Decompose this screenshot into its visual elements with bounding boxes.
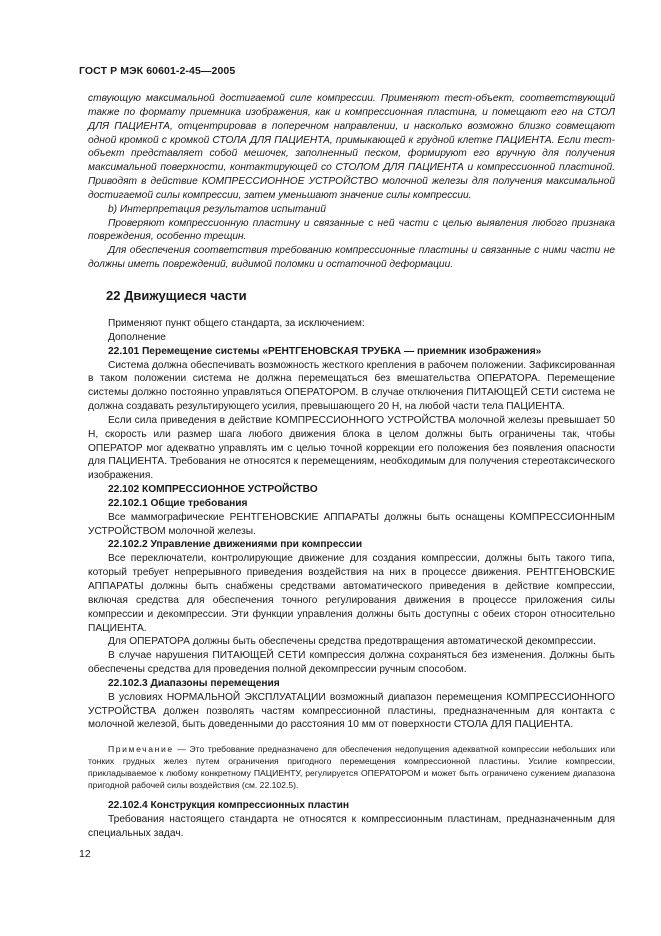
subsection-heading-22-102-1: 22.102.1 Общие требования	[108, 497, 248, 509]
paragraph-22-102-4: Требования настоящего стандарта не относятся к компрессионным пластинам, предназначенным для специальных задач.	[88, 814, 615, 840]
subsection-heading-22-102-4: 22.102.4 Конструкция компрессионных пластин	[108, 800, 350, 812]
section-heading: 22 Движущиеся части	[106, 287, 247, 303]
paragraph-intro: Применяют пункт общего стандарта, за исключением:	[108, 317, 365, 329]
paragraph-22-102-3: В условиях НОРМАЛЬНОЙ ЭКСПЛУАТАЦИИ возможный диапазон перемещения КОМПРЕССИОННОГО УСТРОЙСТВА должен позволять частям компрессионной пластины, предназначенным для контакта с молочной железой, быть доведенными до расстояния 10 мм от поверхности СТОЛА ДЛЯ ПАЦИЕНТА.	[88, 691, 615, 731]
paragraph-test-object: ствующую максимальной достигаемой силе компрессии. Применяют тест-объект, соответствующий также по формату приемника изображения, как и компрессионная пластина, и помещают его на СТОЛ ДЛЯ ПАЦИЕНТА, отцентрировав в поперечном направлении, и насколько возможно близко совмещают одной кромкой с кромкой СТОЛА ДЛЯ ПАЦИЕНТА, примыкающей к грудной клетке ПАЦИЕНТА. Если тест-объект представляет собой мешочек, заполненный песком, формируют его вручную для получения максимальной поверхности, контактирующей со СТОЛОМ ДЛЯ ПАЦИЕНТА и компрессионной пластиной. Приводят в действие КОМПРЕССИОННОЕ УСТРОЙСТВО молочной железы для получения максимальной достигаемой силы компрессии, затем уменьшают значение силы компрессии.	[88, 93, 615, 201]
note-label: Примечание	[108, 744, 174, 755]
note	[88, 744, 615, 791]
page-body	[88, 92, 615, 841]
subsection-heading-22-102: 22.102 КОМПРЕССИОННОЕ УСТРОЙСТВО	[108, 484, 318, 496]
paragraph-22-102-2-b: Для ОПЕРАТОРА должны быть обеспечены средства предотвращения автоматической декомпрессии.	[108, 636, 596, 648]
paragraph-22-102-2-a: Все переключатели, контролирующие движение для создания компрессии, должны быть такого типа, который требует непрерывного приведения воздействия на них в процессе движения. РЕНТГЕНОВСКИЕ АППАРАТЫ должны быть снабжены средствами автоматического приведения в действие компрессии, включая средства для обеспечения точного регулирования движения в процессе приложения силы компрессии и декомпрессии. Эти функции управления должны быть доступны с обеих сторон относительно ПАЦИЕНТА.	[88, 553, 615, 634]
paragraph-interpretation-heading: b) Интерпретация результатов испытаний	[108, 203, 326, 215]
paragraph-addition: Дополнение	[108, 331, 166, 343]
subsection-heading-22-102-3: 22.102.3 Диапазоны перемещения	[108, 677, 280, 689]
note-text: — Это требование предназначено для обеспечения недопущения адекватной компрессии небольших или тонких грудных желез путем ограничения пригодного перемещения компрессионной пластины. Усилие компрессии, прикладываемое к любому конкретному ПАЦИЕНТУ, регулируется ОПЕРАТОРОМ и может быть ограничено сужением диапазона пригодной рабочей силы воздействия (см. 22.102.5).	[88, 744, 615, 790]
paragraph-22-101-a: Система должна обеспечивать возможность жесткого крепления в рабочем положении. Зафиксированная в таком положении система не должна перемещаться без вмешательства ОПЕРАТОРА. Перемещение системы должно постоянно управляться ОПЕРАТОРОМ. В случае отключения ПИТАЮЩЕЙ СЕТИ система не должна создавать результирующего усилия, превышающего 20 Н, на любой части тела ПАЦИЕНТА.	[88, 359, 615, 413]
paragraph-22-101-b: Если сила приведения в действие КОМПРЕССИОННОГО УСТРОЙСТВА молочной железы превышает 50 Н, скорость или размер шага любого движения блока в целом должны быть ограничены так, чтобы ОПЕРАТОР мог адекватно управлять им с целью точной коррекции его положения без появления опасности для ПАЦИЕНТА. Требования не относятся к перемещениям, необходимым для получения стереотаксического изображения.	[88, 414, 615, 482]
paragraph-compliance: Для обеспечения соответствия требованию компрессионные пластины и связанные с ними части не должны иметь повреждений, видимой поломки и остаточной деформации.	[88, 245, 615, 271]
page-header: ГОСТ Р МЭК 60601-2-45—2005	[79, 65, 236, 77]
paragraph-check-plate: Проверяют компрессионную пластину и связанные с ней части с целью выявления любого признака повреждения, особенно трещин.	[88, 217, 615, 243]
subsection-heading-22-102-2: 22.102.2 Управление движениями при компрессии	[108, 539, 363, 551]
subsection-heading-22-101: 22.101 Перемещение системы «РЕНТГЕНОВСКАЯ ТРУБКА — приемник изображения»	[108, 345, 542, 357]
page-number: 12	[79, 848, 91, 860]
paragraph-22-102-2-c: В случае нарушения ПИТАЮЩЕЙ СЕТИ компрессия должна сохраняться без изменения. Должны быть обеспечены средства для проведения полной декомпрессии ручным способом.	[88, 650, 615, 676]
paragraph-22-102-1: Все маммографические РЕНТГЕНОВСКИЕ АППАРАТЫ должны быть оснащены КОМПРЕССИОННЫМ УСТРОЙСТВОМ молочной железы.	[88, 511, 615, 537]
